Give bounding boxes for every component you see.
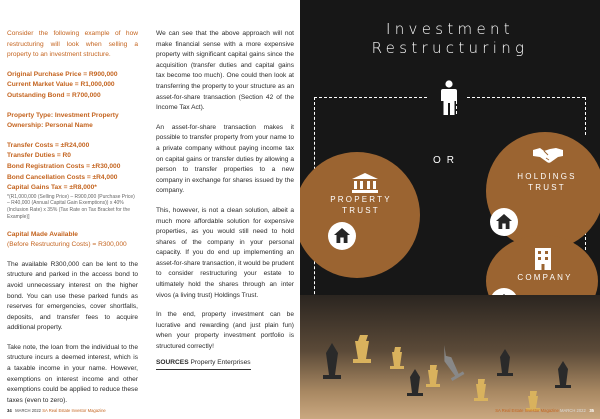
handshake-icon — [532, 146, 564, 164]
ownership: Ownership: Personal Name — [7, 122, 93, 130]
capital-made-value: (Before Restructuring Costs) = R300,000 — [7, 241, 127, 249]
cgt-calculation-note: *(R1,000,000 (Selling Price) – R900,000 (Purchase Price) – R40,000 (Annual Capital Gain Exemptions)) x 40% (Inclusion Rate) x 35% (Tax Rate on Tax Bracket for the Example)] — [7, 193, 135, 220]
footer-date-left: MARCH 2022 — [15, 408, 42, 413]
capital-made-available: Capital Made Available — [7, 230, 78, 238]
capital-gains-tax: Capital Gains Tax = ±R8,000* — [7, 184, 97, 192]
footer-brand-right: SA Real Estate Investor Magazine — [495, 408, 559, 413]
bond-cancellation-costs: Bond Cancellation Costs = ±R4,000 — [7, 173, 118, 181]
paragraph-asset-for-share-intro: We can see that the above approach will not make financial sense with a more expensive property with significant capital gains since the acquisition (transfer duties and capital gains tax become too much). One could then look at transferring the property to your structure as an asset-for-share transaction (Section 42 of the Income Tax Act). — [156, 30, 294, 112]
connector-line — [314, 97, 427, 98]
chess-pieces-illustration — [300, 295, 600, 419]
paragraph-not-clean-solution: This, however, is not a clean solution, albeit a much more affordable solution for expensive properties, as you would still need to hold shares of the company in your personal capacity. If you do end up implementing an asset-for-share transaction, it would be prudent to consider restructuring your estate to ultimately hold the shares through an inter vivos (a living trust) Holdings Trust. — [156, 206, 294, 299]
sources-label: SOURCES — [156, 358, 189, 366]
sources-value: Property Enterprises — [190, 358, 251, 366]
connector-line — [467, 97, 585, 98]
infographic-title-line-2: Restructuring — [371, 39, 529, 57]
building-icon — [532, 247, 554, 271]
property-trust-label-2: TRUST — [342, 206, 380, 215]
house-icon — [333, 227, 351, 244]
transfer-duties: Transfer Duties = R0 — [7, 152, 71, 160]
sources-line — [156, 358, 251, 371]
article-column-2 — [156, 29, 294, 370]
property-trust-label-1: PROPERTY — [330, 195, 392, 204]
connector-line — [585, 232, 586, 250]
chess-photo — [300, 295, 600, 419]
bond-registration-costs: Bond Registration Costs = ±R30,000 — [7, 162, 121, 170]
outstanding-bond: Outstanding Bond = R700,000 — [7, 91, 101, 99]
transfer-costs: Transfer Costs = ±R24,000 — [7, 141, 90, 149]
property-type: Property Type: Investment Property — [7, 111, 119, 119]
property-trust-circle — [300, 152, 420, 278]
page-number-right: 35 — [589, 408, 594, 413]
paragraph-asset-for-share-explained: An asset-for-share transaction makes it possible to transfer property from your name to a private company without paying income tax on capital gains or transfer duties by allowing a person to transfer properties to a new company in exchange for shares issued by the company. — [156, 123, 294, 195]
footer-date-right: MARCH 2022 — [559, 408, 586, 413]
house-icon — [495, 213, 513, 230]
page-number-left: 34 — [7, 408, 12, 413]
bank-icon — [351, 172, 379, 194]
article-column-1 — [7, 29, 138, 406]
infographic-panel — [300, 0, 600, 419]
person-icon — [439, 80, 459, 116]
intro-paragraph: Consider the following example of how restructuring will look when selling a property to an investment structure. — [7, 30, 138, 59]
paragraph-conclusion: In the end, property investment can be lucrative and rewarding (and just plain fun) when your property investment portfolio is structured correctly! — [156, 311, 294, 351]
market-value: Current Market Value = R1,000,000 — [7, 81, 115, 89]
connector-line — [585, 97, 586, 135]
holdings-trust-label-2: TRUST — [528, 183, 566, 192]
footer-brand-left: SA Real Estate Investor Magazine — [42, 408, 106, 413]
holdings-trust-label-1: HOLDINGS — [517, 172, 577, 181]
or-label: OR — [433, 155, 460, 166]
footer-left — [7, 408, 106, 413]
footer-right — [495, 408, 594, 413]
company-label: COMPANY — [517, 273, 573, 282]
purchase-price: Original Purchase Price = R900,000 — [7, 70, 118, 78]
paragraph-deemed-interest: Take note, the loan from the individual to the structure incurs a deemed interest, which is a taxable income in your name. However, exemptions on interest income and other exemptions could be applied to reduce these taxes (even to zero). — [7, 343, 138, 404]
paragraph-available-funds: The available R300,000 can be lent to the structure and parked in the access bond to avoid unnecessary interest on the higher bond. You can use these parked funds as reserves for emergencies, cover shortfalls, deposits, and transfer fees to acquire additional property. — [7, 260, 138, 332]
infographic-title-line-1: Investment — [386, 20, 514, 38]
